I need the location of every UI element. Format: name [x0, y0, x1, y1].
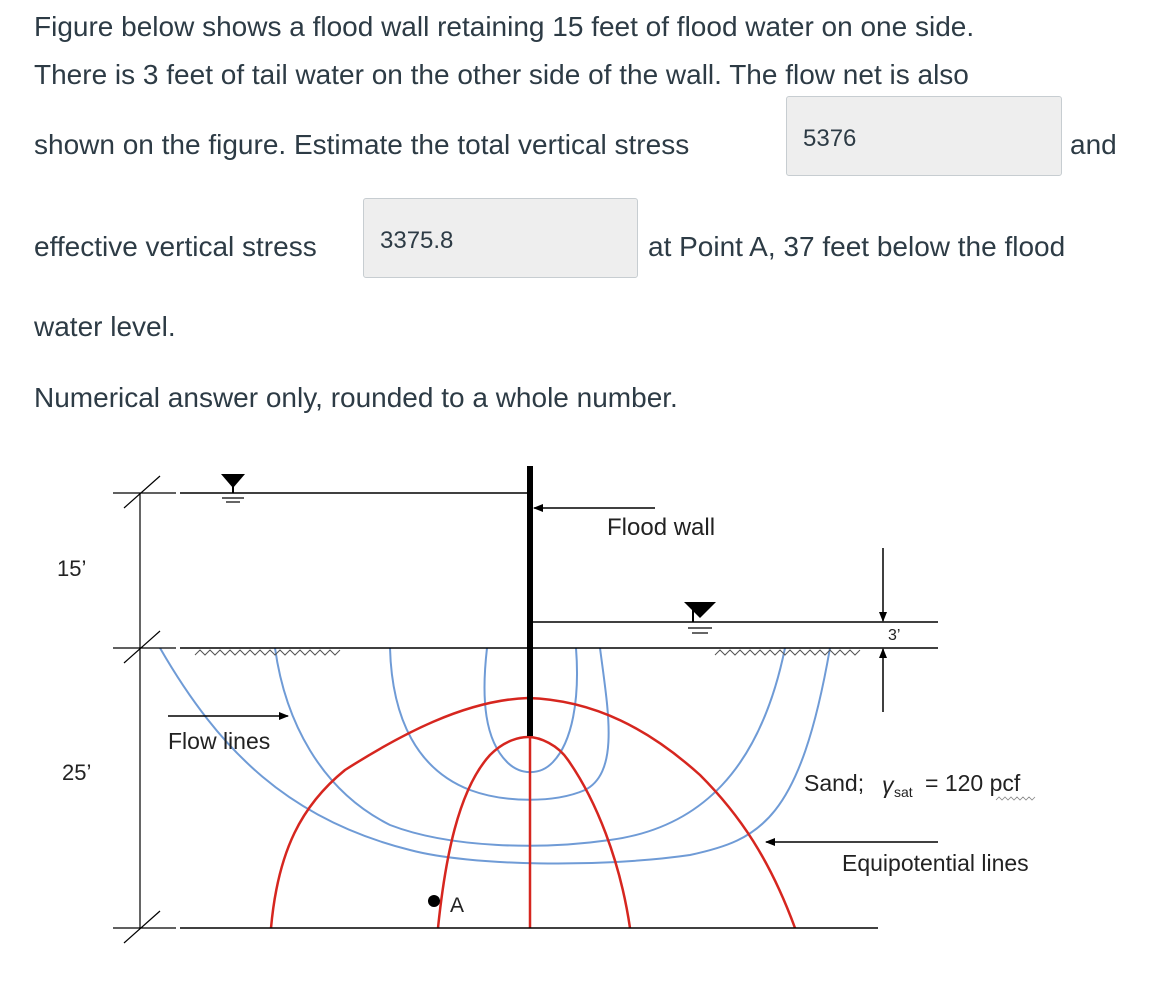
flood-water-level-symbol	[221, 474, 245, 502]
dim-upper-label: 15’	[57, 556, 87, 581]
flow-lines-label: Flow lines	[168, 728, 271, 754]
effective-stress-answer-value: 3375.8	[380, 227, 454, 254]
unit-weight-label: = 120 pcf	[925, 770, 1021, 796]
point-a-label: A	[450, 894, 465, 917]
equipotential-lines-label: Equipotential lines	[842, 850, 1029, 876]
equipotential-line-2	[438, 737, 630, 928]
instruction-text: Numerical answer only, rounded to a whole number.	[34, 382, 678, 413]
flood-wall-label: Flood wall	[607, 514, 716, 541]
soil-hatch-left	[195, 650, 340, 655]
question-line-3-prefix: shown on the figure. Estimate the total vertical stress	[34, 129, 690, 160]
soil-hatch-right	[715, 650, 860, 655]
tail-water-level-symbol	[684, 602, 716, 633]
question-line-4-prefix: effective vertical stress	[34, 231, 317, 262]
flow-net-figure	[0, 450, 1166, 990]
soil-hatch-unit-weight	[996, 797, 1035, 800]
question-line-4-suffix: at Point A, 37 feet below the flood	[648, 231, 1066, 262]
flood-wall	[527, 466, 533, 736]
question-line-2: There is 3 feet of tail water on the other side of the wall. The flow net is also	[34, 59, 969, 90]
flow-lines	[160, 648, 830, 864]
point-a-marker	[428, 895, 440, 907]
question-line-5: water level.	[34, 311, 176, 342]
total-stress-answer-value: 5376	[803, 125, 857, 152]
effective-stress-answer-box[interactable]	[363, 198, 638, 278]
dim-lower-label: 25’	[62, 760, 92, 785]
gamma-symbol: γ	[882, 772, 894, 798]
soil-label: Sand;	[804, 770, 865, 796]
question-line-3-suffix: and	[1070, 129, 1117, 160]
height-dimension-line	[113, 476, 176, 943]
flow-line-4	[160, 648, 830, 864]
sat-subscript: sat	[894, 784, 913, 800]
flow-line-2	[390, 648, 609, 800]
total-stress-answer-box[interactable]	[786, 96, 1062, 176]
dim-tailwater-label: 3’	[888, 627, 901, 644]
question-line-1: Figure below shows a flood wall retaining 15 feet of flood water on one side.	[34, 11, 975, 42]
